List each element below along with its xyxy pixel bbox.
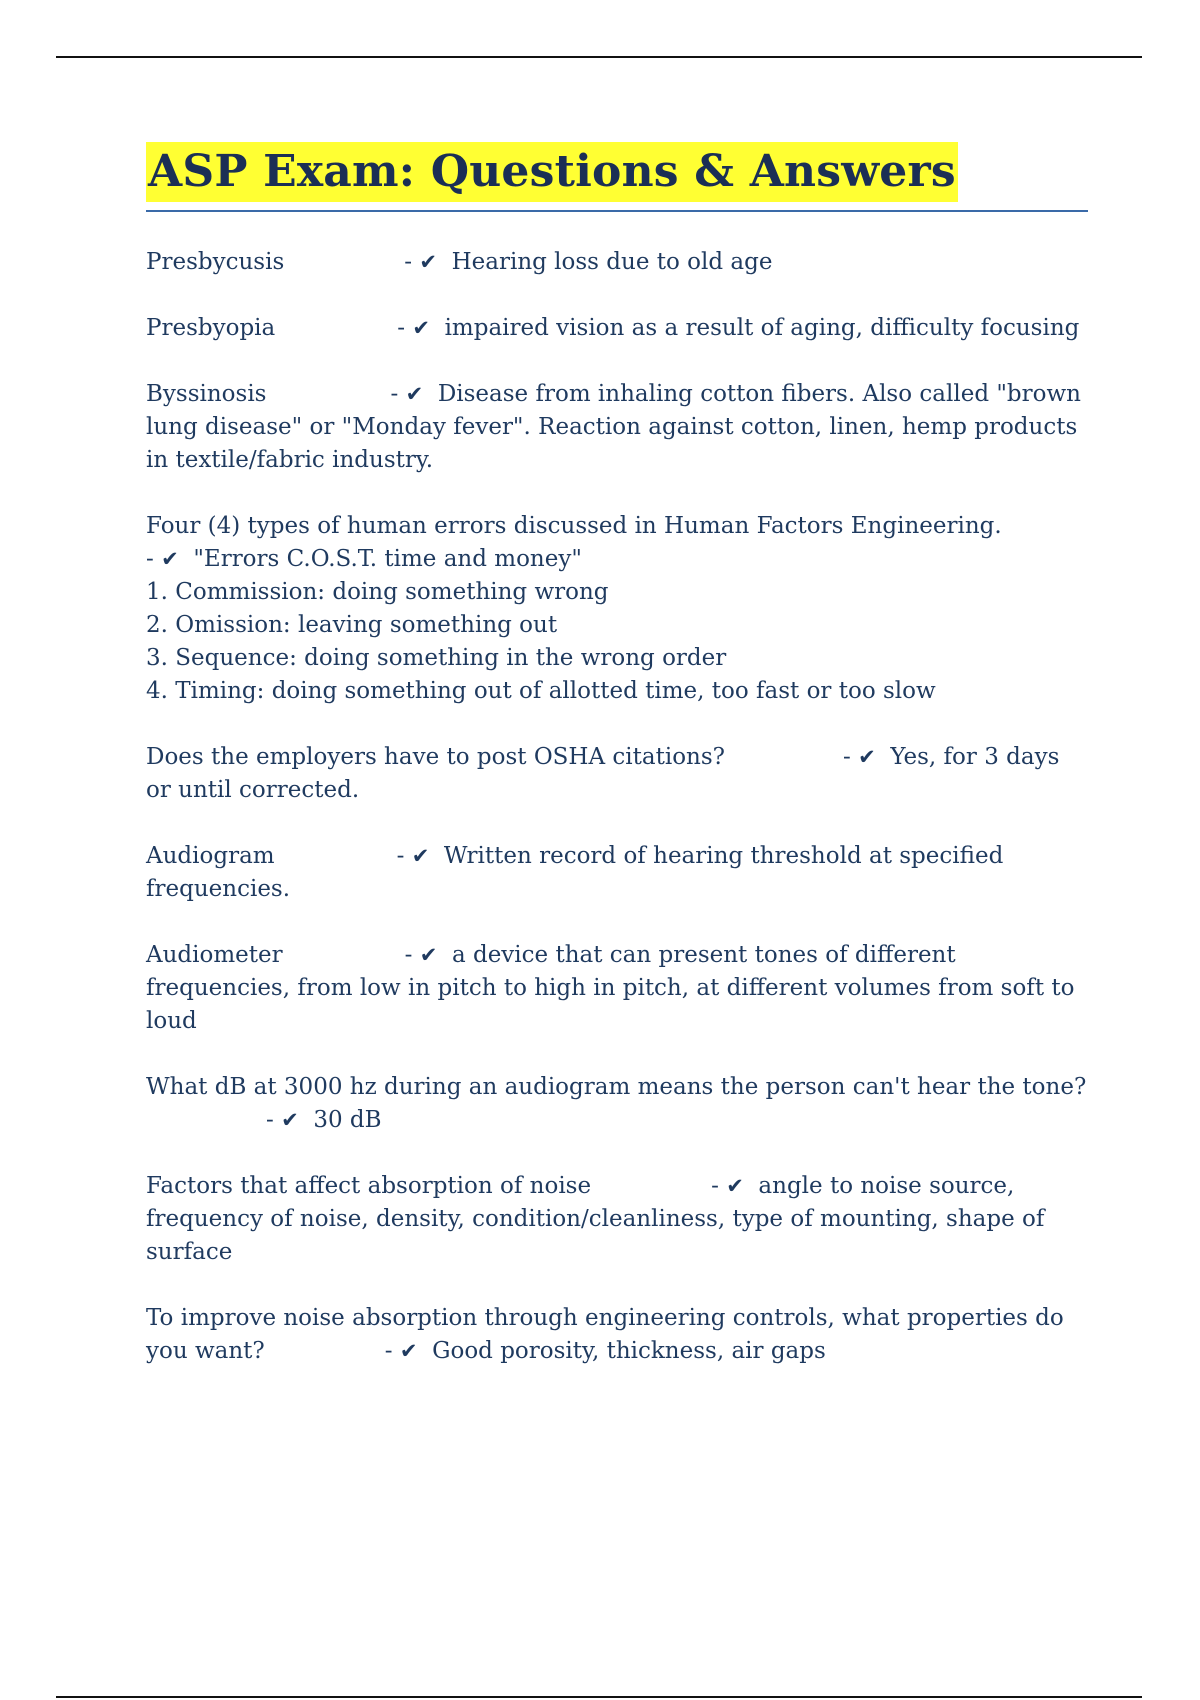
check-icon: ✔ [281, 1108, 299, 1132]
qa-item [146, 939, 1088, 1038]
answer: Disease from inhaling cotton fibers. Also called "brown lung disease" or "Monday fever". Reaction against cotton, linen, hemp products in textile/fabric industry. [146, 381, 1081, 473]
question: Audiogram [146, 843, 275, 869]
qa-item [146, 741, 1088, 807]
list-item: 1. Commission: doing something wrong [146, 579, 609, 605]
qa-item [146, 1071, 1088, 1137]
footer-rule [56, 1696, 1142, 1698]
dash: - [843, 744, 851, 770]
dash: - [404, 942, 413, 968]
check-icon: ✔ [399, 1339, 418, 1363]
dash: - [711, 1173, 719, 1199]
question: Audiometer [146, 942, 283, 968]
answer: angle to noise source, frequency of noise, density, condition/cleanliness, type of mounting, shape of surface [146, 1173, 1045, 1265]
check-icon: ✔ [411, 844, 430, 868]
check-icon: ✔ [161, 547, 179, 571]
answer: "Errors C.O.S.T. time and money" [193, 546, 582, 572]
question: Four (4) types of human errors discussed in Human Factors Engineering. [146, 513, 1002, 539]
list-item: 4. Timing: doing something out of allotted time, too fast or too slow [146, 678, 936, 704]
qa-item [146, 1170, 1088, 1269]
answer: impaired vision as a result of aging, difficulty focusing [444, 315, 1080, 341]
qa-item [146, 246, 1088, 279]
qa-item [146, 1302, 1088, 1368]
list-item: 2. Omission: leaving something out [146, 612, 558, 638]
question: Does the employers have to post OSHA citations? [146, 744, 725, 770]
question: Presbyopia [146, 315, 276, 341]
dash: - [266, 1107, 274, 1133]
list-item: 3. Sequence: doing something in the wrong order [146, 645, 727, 671]
answer: Yes, for 3 days or until corrected. [146, 744, 1060, 803]
page-title: ASP Exam: Questions & Answers [146, 142, 958, 202]
question: Presbycusis [146, 249, 285, 275]
check-icon: ✔ [858, 745, 876, 769]
qa-item [146, 312, 1088, 345]
question: To improve noise absorption through engineering controls, what properties do you want? [146, 1305, 1064, 1364]
dash: - [146, 546, 154, 572]
answer: Hearing loss due to old age [451, 249, 773, 275]
qa-item [146, 840, 1088, 906]
check-icon: ✔ [419, 250, 437, 274]
document-body [146, 142, 1088, 1368]
check-icon: ✔ [412, 316, 430, 340]
dash: - [397, 315, 406, 341]
dash: - [384, 1338, 393, 1364]
question: What dB at 3000 hz during an audiogram means the person can't hear the tone? [146, 1074, 1087, 1100]
dash: - [404, 249, 413, 275]
answer: 30 dB [313, 1107, 382, 1133]
dash: - [390, 381, 399, 407]
answer: Written record of hearing threshold at specified frequencies. [146, 843, 1004, 902]
check-icon: ✔ [419, 943, 438, 967]
answer: a device that can present tones of different frequencies, from low in pitch to high in pitch, at different volumes from soft to loud [146, 942, 1075, 1034]
check-icon: ✔ [405, 382, 424, 406]
question: Factors that affect absorption of noise [146, 1173, 592, 1199]
question: Byssinosis [146, 381, 267, 407]
qa-item [146, 378, 1088, 477]
answer: Good porosity, thickness, air gaps [432, 1338, 826, 1364]
header-rule [56, 56, 1142, 58]
dash: - [396, 843, 405, 869]
qa-item [146, 510, 1088, 708]
error-types-list [146, 576, 1088, 708]
check-icon: ✔ [726, 1174, 744, 1198]
